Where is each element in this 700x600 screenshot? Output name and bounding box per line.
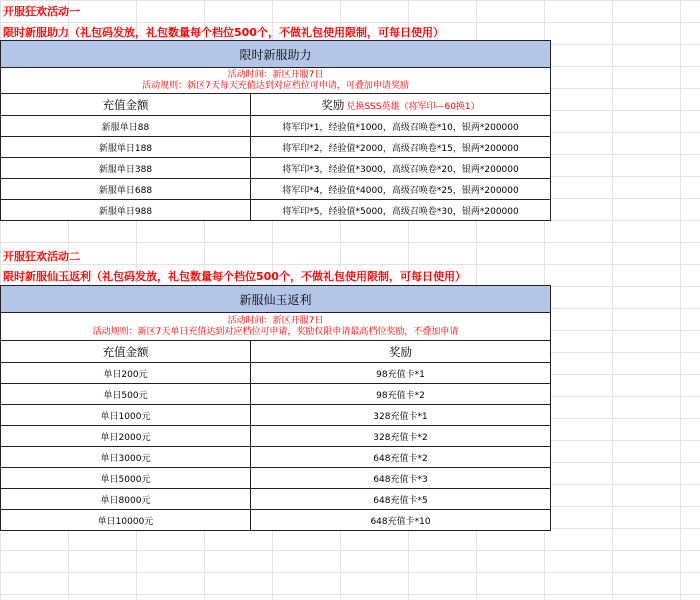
section1-table-title: 限时新服助力 xyxy=(1,41,551,68)
section1-subheading: 限时新服助力（礼包码发放，礼包数量每个档位500个，不做礼包使用限制，可每日使用） xyxy=(3,26,444,39)
section1-activity-time: 活动时间：新区开服7日 xyxy=(227,69,324,80)
reward-cell: 648充值卡*2 xyxy=(251,447,551,468)
amount-cell: 新服单日988 xyxy=(1,200,251,221)
amount-cell: 新服单日188 xyxy=(1,137,251,158)
table-row xyxy=(1,179,551,200)
reward-cell: 将军印*3，经验值*3000，高级召唤卷*20，银两*200000 xyxy=(251,158,551,179)
reward-cell: 98充值卡*1 xyxy=(251,363,551,384)
table-row xyxy=(1,447,551,468)
reward-cell: 648充值卡*5 xyxy=(251,489,551,510)
section1-activity-rule: 活动规则：新区7天每天充值达到对应档位可申请，可叠加申请奖励 xyxy=(142,80,409,91)
amount-cell: 新服单日88 xyxy=(1,116,251,137)
section2-rows xyxy=(1,363,551,531)
section1-table xyxy=(0,40,551,221)
section2-heading: 开服狂欢活动二 xyxy=(3,250,80,263)
table-row xyxy=(1,468,551,489)
section2-activity-info xyxy=(1,313,551,341)
amount-cell: 单日500元 xyxy=(1,384,251,405)
amount-cell: 单日1000元 xyxy=(1,405,251,426)
amount-cell: 新服单日688 xyxy=(1,179,251,200)
section2-col-amount-header: 充值金额 xyxy=(1,341,251,363)
table-row xyxy=(1,158,551,179)
reward-cell: 将军印*1，经验值*1000，高级召唤卷*10，银两*200000 xyxy=(251,116,551,137)
reward-cell: 将军印*4，经验值*4000，高级召唤卷*25，银两*200000 xyxy=(251,179,551,200)
section1-rows xyxy=(1,116,551,221)
reward-cell: 648充值卡*3 xyxy=(251,468,551,489)
section2-activity-time: 活动时间：新区开服7日 xyxy=(227,315,324,326)
amount-cell: 单日3000元 xyxy=(1,447,251,468)
section1-heading: 开服狂欢活动一 xyxy=(3,5,80,18)
table-row xyxy=(1,200,551,221)
section2-table-title: 新服仙玉返利 xyxy=(1,286,551,313)
table-row xyxy=(1,116,551,137)
amount-cell: 单日10000元 xyxy=(1,510,251,531)
section1-reward-label: 奖励 xyxy=(321,97,345,112)
section1-col-reward-header xyxy=(251,94,551,116)
reward-cell: 328充值卡*1 xyxy=(251,405,551,426)
section2-activity-rule: 活动规则：新区7天单日充值达到对应档位可申请，奖励仅限申请最高档位奖励，不叠加申请 xyxy=(92,326,459,337)
reward-cell: 98充值卡*2 xyxy=(251,384,551,405)
section1-activity-info xyxy=(1,68,551,94)
table-row xyxy=(1,137,551,158)
table-row xyxy=(1,363,551,384)
table-row xyxy=(1,426,551,447)
reward-cell: 328充值卡*2 xyxy=(251,426,551,447)
table-row xyxy=(1,489,551,510)
section1-reward-note: 兑换SSS英雄（将军印—60换1） xyxy=(346,101,480,112)
section2-table xyxy=(0,285,551,531)
amount-cell: 单日8000元 xyxy=(1,489,251,510)
table-row xyxy=(1,384,551,405)
amount-cell: 单日2000元 xyxy=(1,426,251,447)
table-row xyxy=(1,405,551,426)
section1-col-amount-header: 充值金额 xyxy=(1,94,251,116)
amount-cell: 单日5000元 xyxy=(1,468,251,489)
reward-cell: 将军印*2，经验值*2000，高级召唤卷*15，银两*200000 xyxy=(251,137,551,158)
reward-cell: 将军印*5，经验值*5000，高级召唤卷*30，银两*200000 xyxy=(251,200,551,221)
reward-cell: 648充值卡*10 xyxy=(251,510,551,531)
amount-cell: 单日200元 xyxy=(1,363,251,384)
section2-col-reward-header: 奖励 xyxy=(251,341,551,363)
section2-subheading: 限时新服仙玉返利（礼包码发放，礼包数量每个档位500个，不做礼包使用限制，可每日使用） xyxy=(3,270,466,283)
table-row xyxy=(1,510,551,531)
amount-cell: 新服单日388 xyxy=(1,158,251,179)
